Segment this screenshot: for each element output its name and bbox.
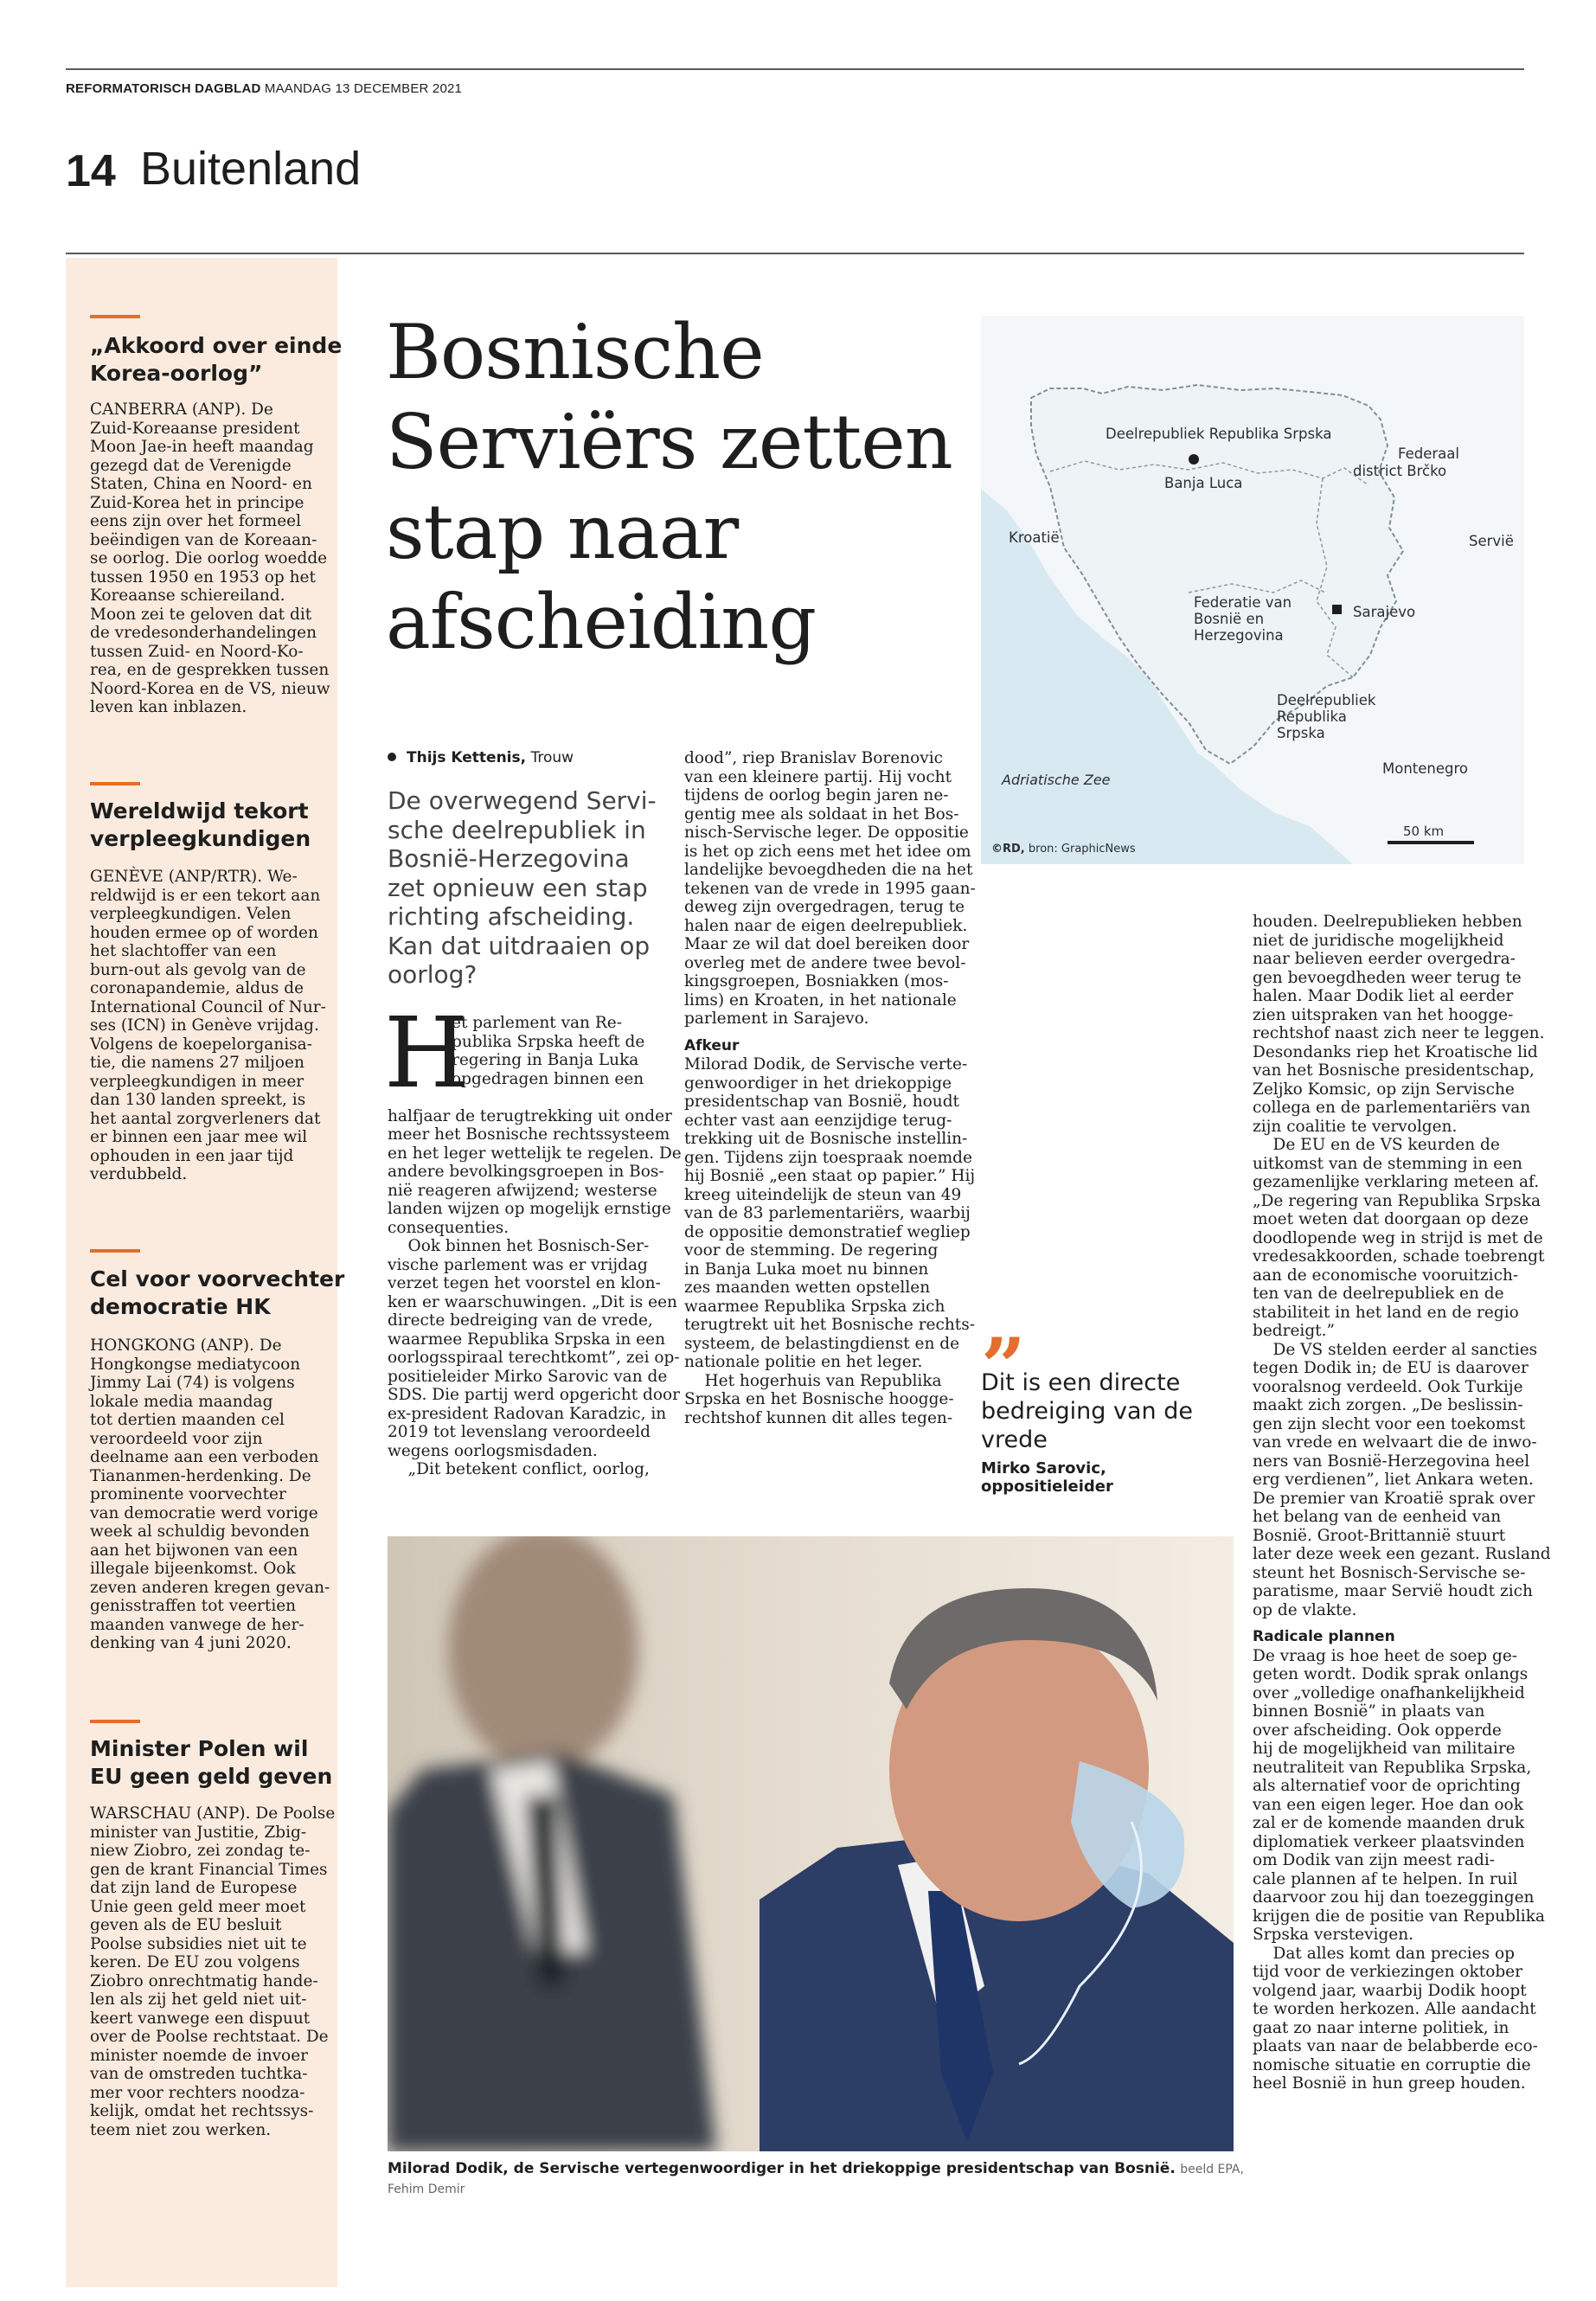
pull-quote-source: Mirko Sarovic, oppositieleider <box>981 1459 1113 1496</box>
brief-text: GENÈVE (ANP/RTR). We- reldwijd is er een tekort aan verpleegkundigen. Velen houden ermee op of worden het slachtoffer van een burn-out als gevolg van de coronapandemie, aldus de International Council of Nur- ses (ICN) in Genève vrijdag. Volgens de koepelorganisa- tie, die namens 27 miljoen verpleegkundigen in meer dan 130 landen spreekt, is het aantal zorgverleners dat er binnen een jaar mee wil ophouden in een jaar tijd verdubbeld. <box>90 868 326 1183</box>
photo-credit-name: Fehim Demir <box>388 2182 465 2196</box>
subheading: Afkeur <box>684 1036 740 1054</box>
bosnia-map <box>981 316 1524 864</box>
masthead <box>66 81 462 96</box>
map-credit: ©RD, bron: GraphicNews <box>991 843 1136 856</box>
photo-credit: beeld EPA, <box>1180 2163 1244 2176</box>
top-rule <box>66 68 1524 70</box>
brief-title: Cel voor voorvechter democratie HK <box>90 1266 345 1319</box>
map-label-montenegro: Montenegro <box>1382 760 1469 777</box>
article-body-column-1: halfjaar de terugtrekking uit onder meer het Bosnische rechtssysteem en het leger wettelijk te regelen. De andere bevolkingsgroepen in Bos- nië reageren afwijzend; westerse landen wijzen op mogelijk ernstige consequenties. Ook binnen het Bosnisch-Ser- vische parlement was er vrijdag verzet tegen het voorstel en klon- ken er waarschuwingen. „Dit is een directe bedreiging van de vrede, waarmee Republika Srpska in een oorlogsspiraal terechtkomt”, zei op- positieleider Mirko Sarovic van de SDS. Die partij werd opgericht door ex-president Radovan Karadzic, in 2019 tot levenslang veroordeeld wegens oorlogsmisdaden. „Dit betekent conflict, oorlog, <box>388 1106 682 1478</box>
map-label-servie: Servië <box>1469 533 1514 549</box>
article-body-column-2: dood”, riep Branislav Borenovic van een kleinere partij. Hij vocht tijdens de oorlog begin jaren ne- gentig mee als soldaat in het Bos- nisch-Servische leger. De oppositie is het op zich eens met het idee om landelijke bevoegdheden die na het tekenen van de vrede in 1995 gaan- deweg zijn overgedragen, terug te halen naar de eigen deelrepubliek. Maar ze wil dat doel bereiken door overleg met de andere twee bevol- kingsgroepen, Bosniakken (mos- lims) en Kroaten, in het nationale parlement in Sarajevo. Afkeur Milorad Dodik, de Servische verte- genwoordiger in het driekoppige presidentschap van Bosnië, houdt echter vast aan eenzijdige terug- trekking uit de Bosnische instellin- gen. Tijdens zijn toespraak noemde hij Bosnië „een staat op papier.” Hij kreeg uiteindelijk de steun van 49 van de 83 parlementariërs, waarbij de oppositie demonstratief wegliep voor de stemming. De regering in Banja Luka moet nu binnen zes maanden wetten opstellen waarmee Republika Srpska zich terugtrekt uit het Bosnische rechts- systeem, de belastingdienst en de nationale politie en het leger. Het hogerhuis van Republika Srpska en het Bosnische hoogge- rechtshof kunnen dit alles tegen- <box>684 749 976 1427</box>
subheading: Radicale plannen <box>1253 1628 1395 1645</box>
brief-accent-bar <box>90 1249 140 1253</box>
banja-luka-marker <box>1189 454 1199 465</box>
map-label-federatie: Federatie van Bosnië en Herzegovina <box>1194 594 1292 644</box>
map-scale-label: 50 km <box>1403 824 1445 839</box>
map-label-adriatic: Adriatische Zee <box>1002 772 1111 788</box>
byline-bullet-icon <box>388 753 396 761</box>
author: Thijs Kettenis, <box>407 749 527 766</box>
brief-title: Wereldwijd tekort verpleegkundigen <box>90 798 311 851</box>
photo-caption <box>388 2159 1244 2199</box>
page-number: 14 <box>66 146 116 196</box>
map-label-banja-luka: Banja Luca <box>1164 475 1243 491</box>
brief-accent-bar <box>90 1720 140 1723</box>
section-title: Buitenland <box>140 143 362 195</box>
map-scale-bar <box>1388 841 1474 844</box>
brief-text: WARSCHAU (ANP). De Poolse minister van Justitie, Zbig- niew Ziobro, zei zondag te- gen de krant Financial Times dat zijn land de Europese Unie geen geld meer moet geven als de EU besluit Poolse subsidies niet uit te keren. De EU zou volgens Ziobro onrechtmatig hande- len als zij het geld niet uit- keert vanwege een dispuut over de Poolse rechtstaat. De minister noemde de invoer van de omstreden tuchtka- mer voor rechters noodza- kelijk, omdat het rechtssys- teem niet zou werken. <box>90 1804 336 2139</box>
article-body-dropcap-lines: et parlement van Re- publika Srpska heeft de regering in Banja Luka opgedragen binnen een <box>452 1014 645 1088</box>
issue-date: MAANDAG 13 DECEMBER 2021 <box>264 81 463 96</box>
brief-title: Minister Polen wil EU geen geld geven <box>90 1736 333 1789</box>
brief-accent-bar <box>90 315 140 318</box>
map-label-rs-north: Deelrepubliek Republika Srpska <box>1106 426 1332 442</box>
caption-text: Milorad Dodik, de Servische vertegenwoordiger in het driekoppige presidentschap van Bosnië. <box>388 2160 1176 2177</box>
quote-mark: ” <box>981 1321 1026 1413</box>
section-rule <box>66 253 1524 254</box>
brief-text: CANBERRA (ANP). De Zuid-Koreaanse president Moon Jae-in heeft maandag gezegd dat de Verenigde Staten, China en Noord- en Zuid-Korea het in principe eens zijn over het formeel beëindigen van de Koreaan- se oorlog. Die oorlog woedde tussen 1950 en 1953 op het Koreaanse schiereiland. Moon zei te geloven dat dit de vredesonderhandelingen tussen Zuid- en Noord-Ko- rea, en de gesprekken tussen Noord-Korea en de VS, nieuw leven kan inblazen. <box>90 401 330 716</box>
byline <box>388 749 574 766</box>
source: Trouw <box>530 749 574 766</box>
article-photo <box>388 1536 1234 2151</box>
drop-cap: H <box>384 997 469 1110</box>
article-intro: De overwegend Servi- sche deelrepubliek in Bosnië-Herzegovina zet opnieuw een stap richting afscheiding. Kan dat uitdraaien op oorlog? <box>388 786 657 989</box>
sarajevo-marker <box>1332 605 1342 614</box>
brief-text: HONGKONG (ANP). De Hongkongse mediatycoon Jimmy Lai (74) is volgens lokale media maandag tot dertien maanden cel veroordeeld voor zijn deelname aan een verboden Tiananmen-herdenking. De prominente voorvechter van democratie werd vorige week al schuldig bevonden aan het bijwonen van een illegale bijeenkomst. Ook zeven anderen kregen gevan- genisstraffen tot veertien maanden vanwege de her- denking van 4 juni 2020. <box>90 1336 330 1652</box>
paper-name: REFORMATORISCH DAGBLAD <box>66 81 261 96</box>
map-label-sarajevo: Sarajevo <box>1353 604 1416 620</box>
brief-accent-bar <box>90 782 140 785</box>
article-headline: Bosnische Serviërs zetten stap naar afscheiding <box>386 308 952 666</box>
pull-quote: Dit is een directe bedreiging van de vrede <box>981 1369 1193 1453</box>
article-body-column-4: houden. Deelrepublieken hebben niet de juridische mogelijkheid naar believen eerder overgedra- gen bevoegdheden weer terug te halen. Maar Dodik liet al eerder zien uitspraken van het hoogge- rechtshof naast zich neer te leggen. Desondanks riep het Kroatische lid van het Bosnische presidentschap, Zeljko Komsic, op zijn Servische collega en de parlementariërs van zijn coalitie te vervolgen. De EU en de VS keurden de uitkomst van de stemming in een gezamenlijke verklaring meteen af. „De regering van Republika Srpska moet weten dat doorgaan op deze doodlopende weg in strijd is met de vredesakkoorden, schade toebrengt aan de economische vooruitzich- ten van de deelrepubliek en de stabiliteit in het land en de regio bedreigt.” De VS stelden eerder al sancties tegen Dodik in; de EU is daarover vooralsnog verdeeld. Ook Turkije maakt zich zorgen. „De beslissin- gen zijn slecht voor een toekomst van vrede en welvaart die de inwo- ners van Bosnië-Herzegovina heel erg verdienen”, liet Ankara weten. De premier van Kroatië sprak over het belang van de eenheid van Bosnië. Groot-Brittannië stuurt later deze week een gezant. Rusland steunt het Bosnisch-Servische se- paratisme, maar Servië houdt zich op de vlakte. Radicale plannen De vraag is hoe heet de soep ge- geten wordt. Dodik sprak onlangs over „volledige onafhankelijkheid binnen Bosnië” in plaats van over afscheiding. Ook opperde hij de mogelijkheid van militaire neutraliteit van Republika Srpska, als alternatief voor de oprichting van een eigen leger. Hoe dan ook zal er de komende maanden druk diplomatiek verkeer plaatsvinden om Dodik van zijn meest radi- cale plannen af te helpen. In ruil daarvoor zou hij dan toezeggingen krijgen die de positie van Republika Srpska verstevigen. Dat alles komt dan precies op tijd voor de verkiezingen oktober volgend jaar, waarbij Dodik hoopt te worden herkozen. Alle aandacht gaat zo naar interne politiek, in plaats van naar de belabberde eco- nomische situatie en corruptie die heel Bosnië in hun greep houden. <box>1253 913 1551 2093</box>
map-label-kroatie: Kroatië <box>1009 529 1060 546</box>
map-label-brcko: Federaal district Brčko <box>1353 445 1459 479</box>
brief-title: „Akkoord over einde Korea-oorlog” <box>90 333 343 386</box>
map-label-rs-south: Deelrepubliek Republika Srpska <box>1277 692 1376 741</box>
